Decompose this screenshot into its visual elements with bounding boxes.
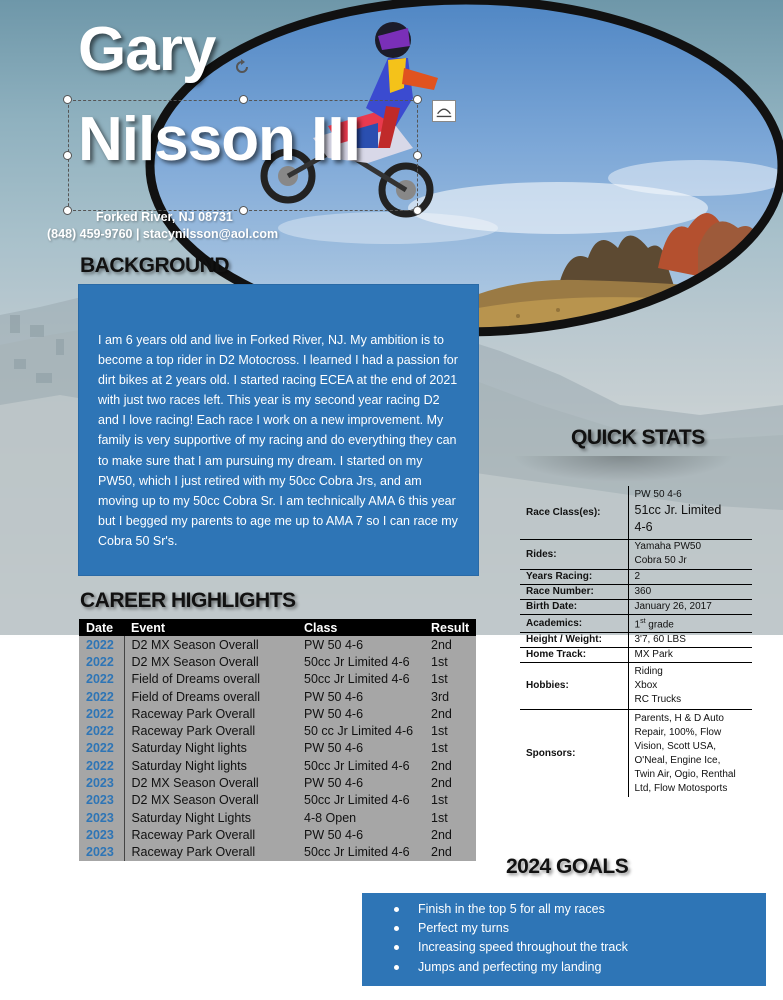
stat-row: [520, 486, 752, 539]
stat-value-line: Vision, Scott USA,: [634, 740, 717, 752]
career-class: 50cc Jr Limited 4-6: [304, 654, 410, 669]
stat-value-line: PW 50 4-6: [634, 489, 682, 501]
resize-handle[interactable]: [63, 151, 72, 160]
stat-label: Years Racing:: [526, 571, 593, 582]
career-class: 50 cc Jr Limited 4-6: [304, 724, 414, 739]
phone-email-text: (848) 459-9760 | stacynilsson@aol.com: [47, 227, 279, 241]
career-date: 2022: [79, 722, 124, 739]
resize-handle[interactable]: [413, 95, 422, 104]
bullet-icon: [394, 945, 399, 950]
goal-text: Increasing speed throughout the track: [418, 940, 628, 955]
career-row: [79, 844, 476, 861]
stat-row: [520, 614, 752, 632]
career-result: 2nd: [431, 637, 452, 652]
goal-item: [394, 938, 766, 957]
col-header-result: Result: [431, 620, 470, 635]
goal-item: [394, 919, 766, 938]
career-result: 1st: [431, 672, 448, 687]
career-event: Field of Dreams overall: [131, 672, 261, 687]
stat-value-line: Xbox: [634, 679, 658, 691]
career-class: 50cc Jr Limited 4-6: [304, 793, 410, 808]
academics-number: 1: [634, 618, 641, 630]
goal-text: Finish in the top 5 for all my races: [418, 902, 605, 916]
bullet-icon: [394, 926, 399, 931]
career-row: [79, 636, 476, 653]
background-box: [78, 284, 479, 576]
bullet-icon: [394, 907, 399, 912]
stat-label: Rides:: [526, 548, 557, 560]
col-header-date: Date: [86, 620, 114, 635]
background-heading: BACKGROUND: [80, 254, 229, 277]
stat-value: [628, 486, 752, 539]
career-event: Raceway Park Overall: [131, 706, 256, 721]
career-row: [79, 705, 476, 722]
career-result: 3rd: [431, 689, 450, 704]
career-result: 1st: [431, 654, 448, 669]
academics-rest: grade: [645, 618, 674, 630]
resize-handle[interactable]: [239, 206, 248, 215]
career-result: 2nd: [431, 827, 452, 842]
stat-label: Race Class(es):: [526, 506, 601, 518]
career-row: [79, 740, 476, 757]
academics-suffix: st: [640, 617, 646, 625]
career-row: [79, 792, 476, 809]
quick-stats-heading: QUICK STATS: [571, 426, 705, 449]
career-event: Raceway Park Overall: [131, 827, 256, 842]
career-class: PW 50 4-6: [304, 706, 364, 721]
career-date: 2022: [79, 688, 124, 705]
stat-value-line: Twin Air, Ogio, Renthal: [634, 768, 736, 780]
career-table: [79, 619, 476, 861]
stat-value-line: Repair, 100%, Flow: [634, 726, 722, 738]
career-result: 1st: [431, 793, 448, 808]
stat-value: [628, 662, 752, 709]
career-heading: CAREER HIGHLIGHTS: [80, 589, 296, 612]
col-header-event: Event: [131, 620, 166, 635]
stat-value-line: Ltd, Flow Motosports: [634, 782, 728, 794]
career-row: [79, 774, 476, 791]
career-date: 2023: [79, 844, 124, 861]
career-date: 2022: [79, 653, 124, 670]
career-row: [79, 688, 476, 705]
goal-text: Jumps and perfecting my landing: [418, 959, 602, 974]
career-date: 2023: [79, 826, 124, 843]
career-date: 2023: [79, 774, 124, 791]
heading-shadow: [512, 456, 734, 482]
career-class: PW 50 4-6: [304, 689, 364, 704]
stat-value-line: O'Neal, Engine Ice,: [634, 754, 721, 766]
career-result: 1st: [431, 724, 448, 739]
stat-value-line: Cobra 50 Jr: [634, 555, 687, 566]
career-date: 2022: [79, 636, 124, 653]
career-class: 4-8 Open: [304, 810, 357, 825]
stat-label: Home Track:: [526, 649, 587, 661]
stat-value: [628, 614, 752, 632]
stat-label: Sponsors:: [526, 748, 576, 760]
stat-row: [520, 632, 752, 647]
quick-stats-table: [520, 486, 752, 797]
career-class: 50cc Jr Limited 4-6: [304, 672, 410, 687]
stat-label: Hobbies:: [526, 680, 569, 692]
career-result: 1st: [431, 810, 448, 825]
stat-row: [520, 584, 752, 599]
goal-text: Perfect my turns: [418, 921, 509, 936]
stat-label: Birth Date:: [526, 601, 578, 612]
stat-row: [520, 662, 752, 709]
stat-value: [628, 539, 752, 569]
career-event: Raceway Park Overall: [131, 845, 256, 860]
stat-value-line: 51cc Jr. Limited: [634, 503, 722, 518]
bullet-icon: [394, 965, 399, 970]
name-last: Nilsson III: [78, 105, 360, 174]
stat-row: [520, 709, 752, 797]
stat-row: [520, 569, 752, 584]
background-text: I am 6 years old and live in Forked River, NJ. My ambition is to become a top rider in D2 Motocross. I learned I had a passion for dirt bikes at 2 years old. I started racing ECEA at the end of 2021 with just two races left. This year is my second year racing D2 and I love racing! Each race I work on a new improvement. My family is very supportive of my racing and do everything they can to make sure that I am pursuing my dream. I started on my PW50, which I just retired with my 50cc Cobra Jrs, and am moving up to my 50cc Cobra Sr. I am technically AMA 6 this year but I begged my parents to age me up to AMA 7 so I can race my Cobra 50 Sr's.: [98, 333, 458, 548]
career-date: 2022: [79, 740, 124, 757]
rotate-handle-icon[interactable]: [233, 58, 251, 76]
resize-handle[interactable]: [413, 206, 422, 215]
stat-value-line: Riding: [634, 665, 663, 677]
career-result: 1st: [431, 741, 448, 756]
career-event: Field of Dreams overall: [131, 689, 261, 704]
stat-label: Academics:: [526, 617, 583, 629]
stat-value: [628, 709, 752, 797]
goals-box: [362, 893, 766, 986]
goal-item: [394, 900, 766, 919]
career-event: D2 MX Season Overall: [131, 654, 259, 669]
stat-row: [520, 599, 752, 614]
career-event: D2 MX Season Overall: [131, 793, 259, 808]
stat-value: 3'7, 60 LBS: [628, 632, 752, 647]
career-class: PW 50 4-6: [304, 637, 364, 652]
career-result: 2nd: [431, 706, 452, 721]
career-event: Raceway Park Overall: [131, 724, 256, 739]
stat-value-line: Yamaha PW50: [634, 541, 702, 552]
resize-handle[interactable]: [239, 95, 248, 104]
career-event: D2 MX Season Overall: [131, 637, 259, 652]
career-result: 2nd: [431, 845, 452, 860]
stat-row: [520, 539, 752, 569]
resize-handle[interactable]: [63, 206, 72, 215]
career-header-row: [79, 619, 476, 636]
career-result: 2nd: [431, 758, 452, 773]
career-class: PW 50 4-6: [304, 776, 364, 791]
career-row: [79, 826, 476, 843]
stat-value-line: RC Trucks: [634, 693, 682, 705]
stat-value: January 26, 2017: [628, 599, 752, 614]
goals-list: [394, 900, 766, 977]
stat-value: 2: [628, 569, 752, 584]
career-date: 2022: [79, 671, 124, 688]
stat-value-line: 4-6: [634, 520, 653, 535]
career-date: 2022: [79, 705, 124, 722]
layout-options-icon[interactable]: [432, 100, 456, 122]
career-date: 2023: [79, 792, 124, 809]
goals-heading: 2024 GOALS: [506, 855, 629, 878]
career-event: Saturday Night lights: [131, 758, 247, 773]
career-event: Saturday Night Lights: [131, 810, 252, 825]
col-header-class: Class: [304, 620, 338, 635]
career-row: [79, 671, 476, 688]
career-row: [79, 653, 476, 670]
stat-label: Race Number:: [526, 586, 594, 597]
career-class: PW 50 4-6: [304, 741, 364, 756]
resize-handle[interactable]: [63, 95, 72, 104]
career-event: D2 MX Season Overall: [131, 776, 259, 791]
career-class: PW 50 4-6: [304, 827, 364, 842]
stat-value-line: Parents, H & D Auto: [634, 712, 724, 724]
address-text: Forked River, NJ 08731: [96, 210, 233, 224]
career-class: 50cc Jr Limited 4-6: [304, 845, 410, 860]
career-result: 2nd: [431, 776, 452, 791]
career-row: [79, 757, 476, 774]
career-row: [79, 722, 476, 739]
stat-value: 360: [628, 584, 752, 599]
resize-handle[interactable]: [413, 151, 422, 160]
goal-item: [394, 958, 766, 977]
career-row: [79, 809, 476, 826]
career-event: Saturday Night lights: [131, 741, 247, 756]
career-date: 2023: [79, 809, 124, 826]
name-first: Gary: [78, 15, 216, 84]
stat-value: MX Park: [628, 647, 752, 662]
stat-row: [520, 647, 752, 662]
career-date: 2022: [79, 757, 124, 774]
stat-label: Height / Weight:: [526, 634, 602, 646]
career-class: 50cc Jr Limited 4-6: [304, 758, 410, 773]
